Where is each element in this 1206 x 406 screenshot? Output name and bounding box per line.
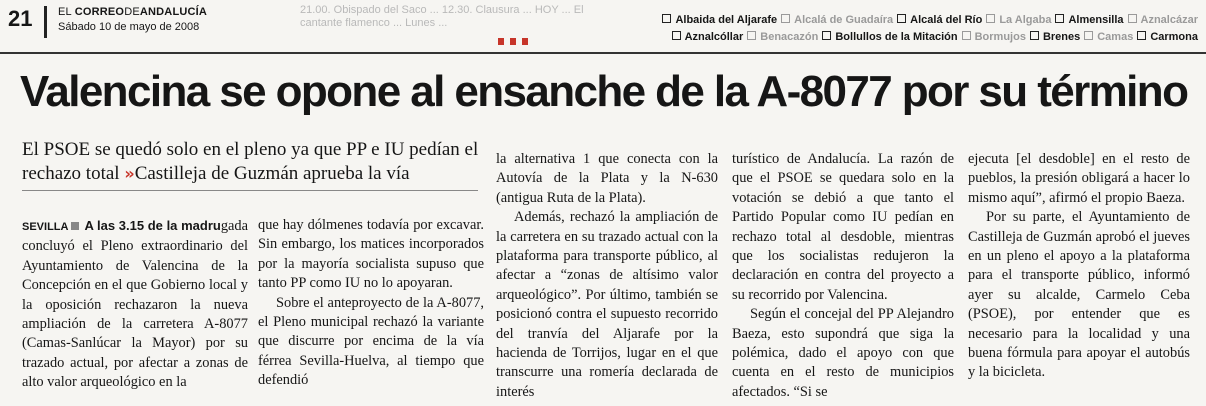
dateline: SEVILLA bbox=[22, 221, 69, 233]
red-mark bbox=[510, 38, 516, 45]
town-square-icon bbox=[897, 14, 906, 23]
town-name: Bormujos bbox=[974, 31, 1026, 43]
bleed-through-text: 21.00. Obispado del Saco ... 12.30. Clausura ... HOY ... El cantante flamenco ... Lunes ... bbox=[300, 4, 584, 29]
town-name: La Algaba bbox=[999, 14, 1052, 26]
town-square-icon bbox=[1030, 31, 1039, 40]
town-item bbox=[1128, 14, 1198, 26]
newspaper-name bbox=[58, 6, 207, 18]
town-name: Aznalcázar bbox=[1140, 14, 1198, 26]
town-item bbox=[662, 14, 777, 26]
paper-bold-2: ANDALUCÍA bbox=[139, 6, 208, 18]
town-item bbox=[897, 14, 982, 26]
paper-bold-1: CORREO bbox=[74, 6, 125, 18]
town-index-row-2 bbox=[668, 31, 1198, 43]
town-item bbox=[1137, 31, 1198, 43]
column-1-text: gada concluyó el Pleno extraordinario del Ayuntamiento de Valencina de la Concepción en el que Gobierno local y la oposición rechazaron la nueva ampliación de la carretera A-8077 (Camas-Sanlúcar la Mayor) por su trazado actual, por afectar a zonas de alto valor arqueológico en la bbox=[22, 218, 248, 391]
town-square-icon bbox=[1137, 31, 1146, 40]
town-name: Alcalá de Guadaíra bbox=[794, 14, 894, 26]
column-3-paragraph-1: la alternativa 1 que conecta con la Autovía de la Plata y la N-630 (antigua Ruta de la Plata). bbox=[496, 151, 718, 206]
town-item bbox=[1030, 31, 1080, 43]
town-square-icon bbox=[1084, 31, 1093, 40]
subhead-arrow-icon: » bbox=[124, 164, 135, 183]
article-column-2 bbox=[258, 216, 484, 391]
page-number: 21 bbox=[8, 6, 33, 31]
town-item bbox=[747, 31, 818, 43]
paper-prefix: EL bbox=[58, 6, 75, 18]
town-square-icon bbox=[962, 31, 971, 40]
column-3-paragraph-2: Además, rechazó la ampliación de la carretera en su trazado actual con la plataforma para transporte público, al afectar a “zonas de altísimo valor arqueológico”. Por último, también se posicionó contra el supuesto recorrido del tranvía del Aljarafe por la hacienda de Torrijos, lugar en el que transcurre una romería declarada de interés bbox=[496, 209, 718, 400]
town-index bbox=[600, 14, 1198, 50]
paper-mid: DE bbox=[124, 6, 140, 18]
article-column-1 bbox=[22, 216, 248, 393]
column-2-paragraph-1: que hay dólmenes todavía por excavar. Sin embargo, los matices incorporados por la mayoría socialista supuso que tanto PP como IU no lo apoyaran. bbox=[258, 217, 484, 292]
town-square-icon bbox=[662, 14, 671, 23]
town-square-icon bbox=[747, 31, 756, 40]
town-name: Brenes bbox=[1042, 31, 1081, 43]
headline: Valencina se opone al ensanche de la A-8077 por su término bbox=[20, 67, 1188, 116]
town-name: Alcalá del Río bbox=[910, 14, 983, 26]
column-2-paragraph-2: Sobre el anteproyecto de la A-8077, el Pleno municipal rechazó la variante que discurre por encima de la vía férrea Sevilla-Huelva, al tiempo que defendió bbox=[258, 294, 484, 389]
town-item bbox=[672, 31, 744, 43]
column-4-paragraph-2: Según el concejal del PP Alejandro Baeza, esto supondrá que siga la polémica, dado el apoyo con que cuenta en el resto de municipios afectados. “Si se bbox=[732, 306, 954, 400]
town-item bbox=[962, 31, 1026, 43]
subheadline bbox=[22, 138, 482, 186]
column-5-paragraph-1: ejecuta [el desdoble] en el resto de pueblos, la presión obligará a hacer lo mismo aquí”, afirmó el propio Baeza. bbox=[968, 151, 1190, 206]
decorative-red-marks bbox=[498, 38, 538, 46]
article-column-4 bbox=[732, 150, 954, 402]
town-square-icon bbox=[781, 14, 790, 23]
town-name: Carmona bbox=[1150, 31, 1198, 43]
column-5-paragraph-2: Por su parte, el Ayuntamiento de Castilleja de Guzmán aprobó el jueves en un pleno el apoyo a la plataforma para el transporte público, informó ayer su alcalde, Carmelo Ceba (PSOE), por entender que es necesario para la localidad y una buena fórmula para apoyar el autobús y la bicicleta. bbox=[968, 209, 1190, 381]
article-column-5 bbox=[968, 150, 1190, 383]
town-item bbox=[986, 14, 1051, 26]
town-square-icon bbox=[1055, 14, 1064, 23]
town-square-icon bbox=[672, 31, 681, 40]
subhead-part-1: El PSOE se quedó solo en el pleno ya que PP e IU pedían el rechazo total bbox=[22, 139, 479, 184]
town-name: Aznalcóllar bbox=[684, 31, 744, 43]
header-divider bbox=[44, 6, 47, 38]
subhead-divider bbox=[22, 190, 478, 191]
article-lead: A las 3.15 de la madru bbox=[84, 218, 221, 233]
town-name: Bollullos de la Mitación bbox=[835, 31, 958, 43]
red-mark bbox=[522, 38, 528, 45]
town-name: Almensilla bbox=[1068, 14, 1124, 26]
issue-date: Sábado 10 de mayo de 2008 bbox=[58, 21, 200, 33]
town-item bbox=[1055, 14, 1123, 26]
town-square-icon bbox=[986, 14, 995, 23]
town-name: Albaida del Aljarafe bbox=[675, 14, 778, 26]
town-item bbox=[781, 14, 893, 26]
town-item bbox=[1084, 31, 1133, 43]
header-rule bbox=[0, 52, 1206, 54]
town-index-row-1 bbox=[658, 14, 1198, 26]
red-mark bbox=[498, 38, 504, 45]
town-square-icon bbox=[822, 31, 831, 40]
town-name: Camas bbox=[1097, 31, 1134, 43]
article-column-3 bbox=[496, 150, 718, 402]
column-4-paragraph-1: turístico de Andalucía. La razón de que el PSOE se quedara solo en la votación se debió a que tanto el Partido Popular como IU pedían en rechazo total al desdoble, mientras que los socialistas redujeron la declaración en contra del proyecto a su recorrido por Valencina. bbox=[732, 151, 954, 303]
subhead-part-2: Castilleja de Guzmán aprueba la vía bbox=[134, 163, 410, 184]
dateline-square-icon bbox=[71, 222, 79, 230]
town-square-icon bbox=[1128, 14, 1137, 23]
town-name: Benacazón bbox=[760, 31, 819, 43]
town-item bbox=[822, 31, 957, 43]
